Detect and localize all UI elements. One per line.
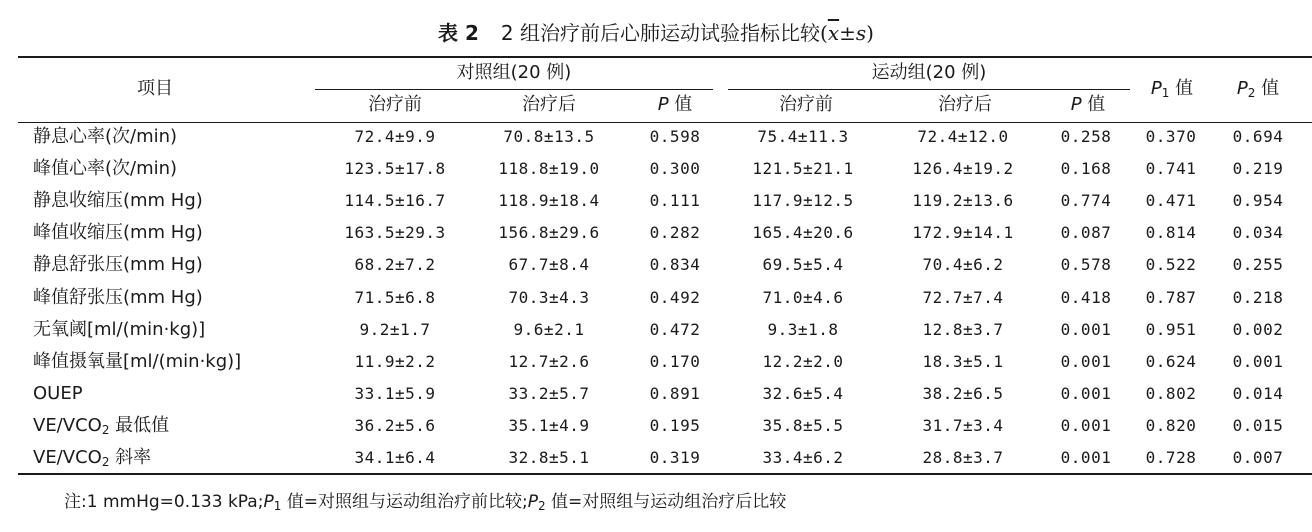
cell-p2: 0.954: [1232, 191, 1284, 210]
stat-mean: $\overline{x}$: [827, 21, 840, 45]
cell-control-p: 0.282: [649, 223, 701, 242]
cell-control-after: 118.9±18.4: [498, 191, 600, 210]
cell-p2: 0.218: [1232, 288, 1284, 307]
table-number: 表 2: [438, 21, 479, 45]
row-label: 静息收缩压(mm Hg): [33, 190, 203, 211]
table-caption: [0, 17, 1312, 46]
cell-control-before: 11.9±2.2: [354, 352, 436, 371]
cell-exercise-before: 121.5±21.1: [752, 159, 854, 178]
cell-control-p: 0.319: [649, 448, 701, 467]
cell-control-before: 163.5±29.3: [344, 223, 446, 242]
cell-control-before: 123.5±17.8: [344, 159, 446, 178]
row-label: OUEP: [33, 383, 83, 404]
cell-exercise-p: 0.418: [1060, 288, 1112, 307]
row-label: 峰值心率(次/min): [33, 158, 178, 179]
cell-p1: 0.728: [1145, 448, 1197, 467]
cell-exercise-before: 117.9±12.5: [752, 191, 854, 210]
cell-p1: 0.624: [1145, 352, 1197, 371]
row-label: $VE/VCO_2$ 最低值: [33, 415, 170, 437]
cell-control-before: 68.2±7.2: [354, 255, 436, 274]
stat-open: (: [820, 21, 828, 45]
cell-p2: 0.694: [1232, 127, 1284, 146]
cell-control-p: 0.834: [649, 255, 701, 274]
cell-control-p: 0.891: [649, 384, 701, 403]
cell-control-p: 0.170: [649, 352, 701, 371]
cell-control-p: 0.472: [649, 320, 701, 339]
header-control-group: 对照组(20 例): [456, 62, 572, 83]
cell-exercise-p: 0.001: [1060, 448, 1112, 467]
cell-control-after: 118.8±19.0: [498, 159, 600, 178]
cell-exercise-p: 0.001: [1060, 352, 1112, 371]
header-p2: $P_2$ 值: [1236, 78, 1280, 100]
row-label: $VE/VCO_2$ 斜率: [33, 447, 152, 469]
header-rule: [18, 122, 1312, 123]
cell-control-after: 70.3±4.3: [508, 288, 590, 307]
cell-exercise-after: 18.3±5.1: [922, 352, 1004, 371]
cell-control-after: 156.8±29.6: [498, 223, 600, 242]
cell-p1: 0.820: [1145, 416, 1197, 435]
row-label: 静息心率(次/min): [33, 126, 178, 147]
cell-exercise-p: 0.001: [1060, 320, 1112, 339]
cell-exercise-after: 172.9±14.1: [912, 223, 1014, 242]
cell-control-p: 0.300: [649, 159, 701, 178]
cell-exercise-after: 12.8±3.7: [922, 320, 1004, 339]
cell-p2: 0.014: [1232, 384, 1284, 403]
cell-control-after: 67.7±8.4: [508, 255, 590, 274]
cell-p1: 0.522: [1145, 255, 1197, 274]
cell-control-p: 0.195: [649, 416, 701, 435]
header-exercise-after: 治疗后: [938, 94, 992, 115]
table-note: 注:1 mmHg=0.133 $kPa;P_1$ 值=对照组与运动组治疗前比较$;P_2$ 值=对照组与运动组治疗后比较: [64, 492, 787, 513]
cell-control-after: 35.1±4.9: [508, 416, 590, 435]
cell-exercise-p: 0.001: [1060, 384, 1112, 403]
cell-p1: 0.951: [1145, 320, 1197, 339]
cell-control-before: 114.5±16.7: [344, 191, 446, 210]
cell-control-p: 0.111: [649, 191, 701, 210]
stat-close: ): [866, 21, 874, 45]
cell-p1: 0.814: [1145, 223, 1197, 242]
cell-p1: 0.802: [1145, 384, 1197, 403]
cell-control-after: 33.2±5.7: [508, 384, 590, 403]
top-rule: [18, 56, 1312, 58]
cell-p2: 0.219: [1232, 159, 1284, 178]
cell-control-before: 36.2±5.6: [354, 416, 436, 435]
cell-exercise-after: 72.4±12.0: [917, 127, 1009, 146]
row-label: 静息舒张压(mm Hg): [33, 254, 203, 275]
header-exercise-before: 治疗前: [779, 94, 833, 115]
cell-p2: 0.015: [1232, 416, 1284, 435]
cell-exercise-before: 69.5±5.4: [762, 255, 844, 274]
row-label: 峰值收缩压(mm Hg): [33, 222, 203, 243]
group-rule-exercise: [728, 89, 1130, 90]
stat-pm: ±: [839, 21, 856, 45]
cell-exercise-p: 0.168: [1060, 159, 1112, 178]
cell-control-before: 33.1±5.9: [354, 384, 436, 403]
cell-p1: 0.741: [1145, 159, 1197, 178]
cell-exercise-after: 38.2±6.5: [922, 384, 1004, 403]
group-rule-control: [315, 89, 713, 90]
cell-exercise-before: 75.4±11.3: [757, 127, 849, 146]
cell-control-before: 72.4±9.9: [354, 127, 436, 146]
cell-exercise-before: 9.3±1.8: [767, 320, 839, 339]
cell-exercise-before: 165.4±20.6: [752, 223, 854, 242]
header-exercise-group: 运动组(20 例): [871, 62, 987, 83]
cell-p2: 0.034: [1232, 223, 1284, 242]
cell-control-p: 0.492: [649, 288, 701, 307]
cell-control-after: 12.7±2.6: [508, 352, 590, 371]
cell-exercise-p: 0.087: [1060, 223, 1112, 242]
header-control-before: 治疗前: [368, 94, 422, 115]
cell-p2: 0.255: [1232, 255, 1284, 274]
cell-exercise-before: 71.0±4.6: [762, 288, 844, 307]
cell-control-before: 34.1±6.4: [354, 448, 436, 467]
cell-control-before: 71.5±6.8: [354, 288, 436, 307]
cell-control-before: 9.2±1.7: [359, 320, 431, 339]
cell-exercise-before: 35.8±5.5: [762, 416, 844, 435]
cell-exercise-after: 28.8±3.7: [922, 448, 1004, 467]
cell-exercise-before: 32.6±5.4: [762, 384, 844, 403]
row-label: 峰值舒张压(mm Hg): [33, 287, 203, 308]
cell-exercise-after: 31.7±3.4: [922, 416, 1004, 435]
row-label: 无氧阈[ml/(min·kg)]: [33, 319, 206, 340]
cell-exercise-p: 0.001: [1060, 416, 1112, 435]
header-p1: $P_1$ 值: [1150, 78, 1194, 100]
cell-p2: 0.001: [1232, 352, 1284, 371]
cell-exercise-before: 33.4±6.2: [762, 448, 844, 467]
cell-exercise-before: 12.2±2.0: [762, 352, 844, 371]
header-item: 项目: [137, 78, 173, 99]
cell-control-p: 0.598: [649, 127, 701, 146]
cell-p2: 0.007: [1232, 448, 1284, 467]
row-label: 峰值摄氧量[ml/(min·kg)]: [33, 351, 242, 372]
cell-exercise-after: 119.2±13.6: [912, 191, 1014, 210]
header-control-p: P 值: [657, 94, 693, 115]
cell-exercise-p: 0.578: [1060, 255, 1112, 274]
header-exercise-p: P 值: [1070, 94, 1106, 115]
cell-p1: 0.370: [1145, 127, 1197, 146]
stat-sd: s: [855, 21, 867, 45]
table-title: 2 组治疗前后心肺运动试验指标比较: [500, 21, 821, 45]
bottom-rule: [18, 473, 1312, 475]
cell-p2: 0.002: [1232, 320, 1284, 339]
header-control-after: 治疗后: [522, 94, 576, 115]
cell-exercise-p: 0.774: [1060, 191, 1112, 210]
cell-exercise-after: 70.4±6.2: [922, 255, 1004, 274]
cell-control-after: 9.6±2.1: [513, 320, 585, 339]
cell-control-after: 70.8±13.5: [503, 127, 595, 146]
cell-control-after: 32.8±5.1: [508, 448, 590, 467]
cell-exercise-after: 126.4±19.2: [912, 159, 1014, 178]
cell-exercise-after: 72.7±7.4: [922, 288, 1004, 307]
cell-p1: 0.471: [1145, 191, 1197, 210]
cell-exercise-p: 0.258: [1060, 127, 1112, 146]
cell-p1: 0.787: [1145, 288, 1197, 307]
